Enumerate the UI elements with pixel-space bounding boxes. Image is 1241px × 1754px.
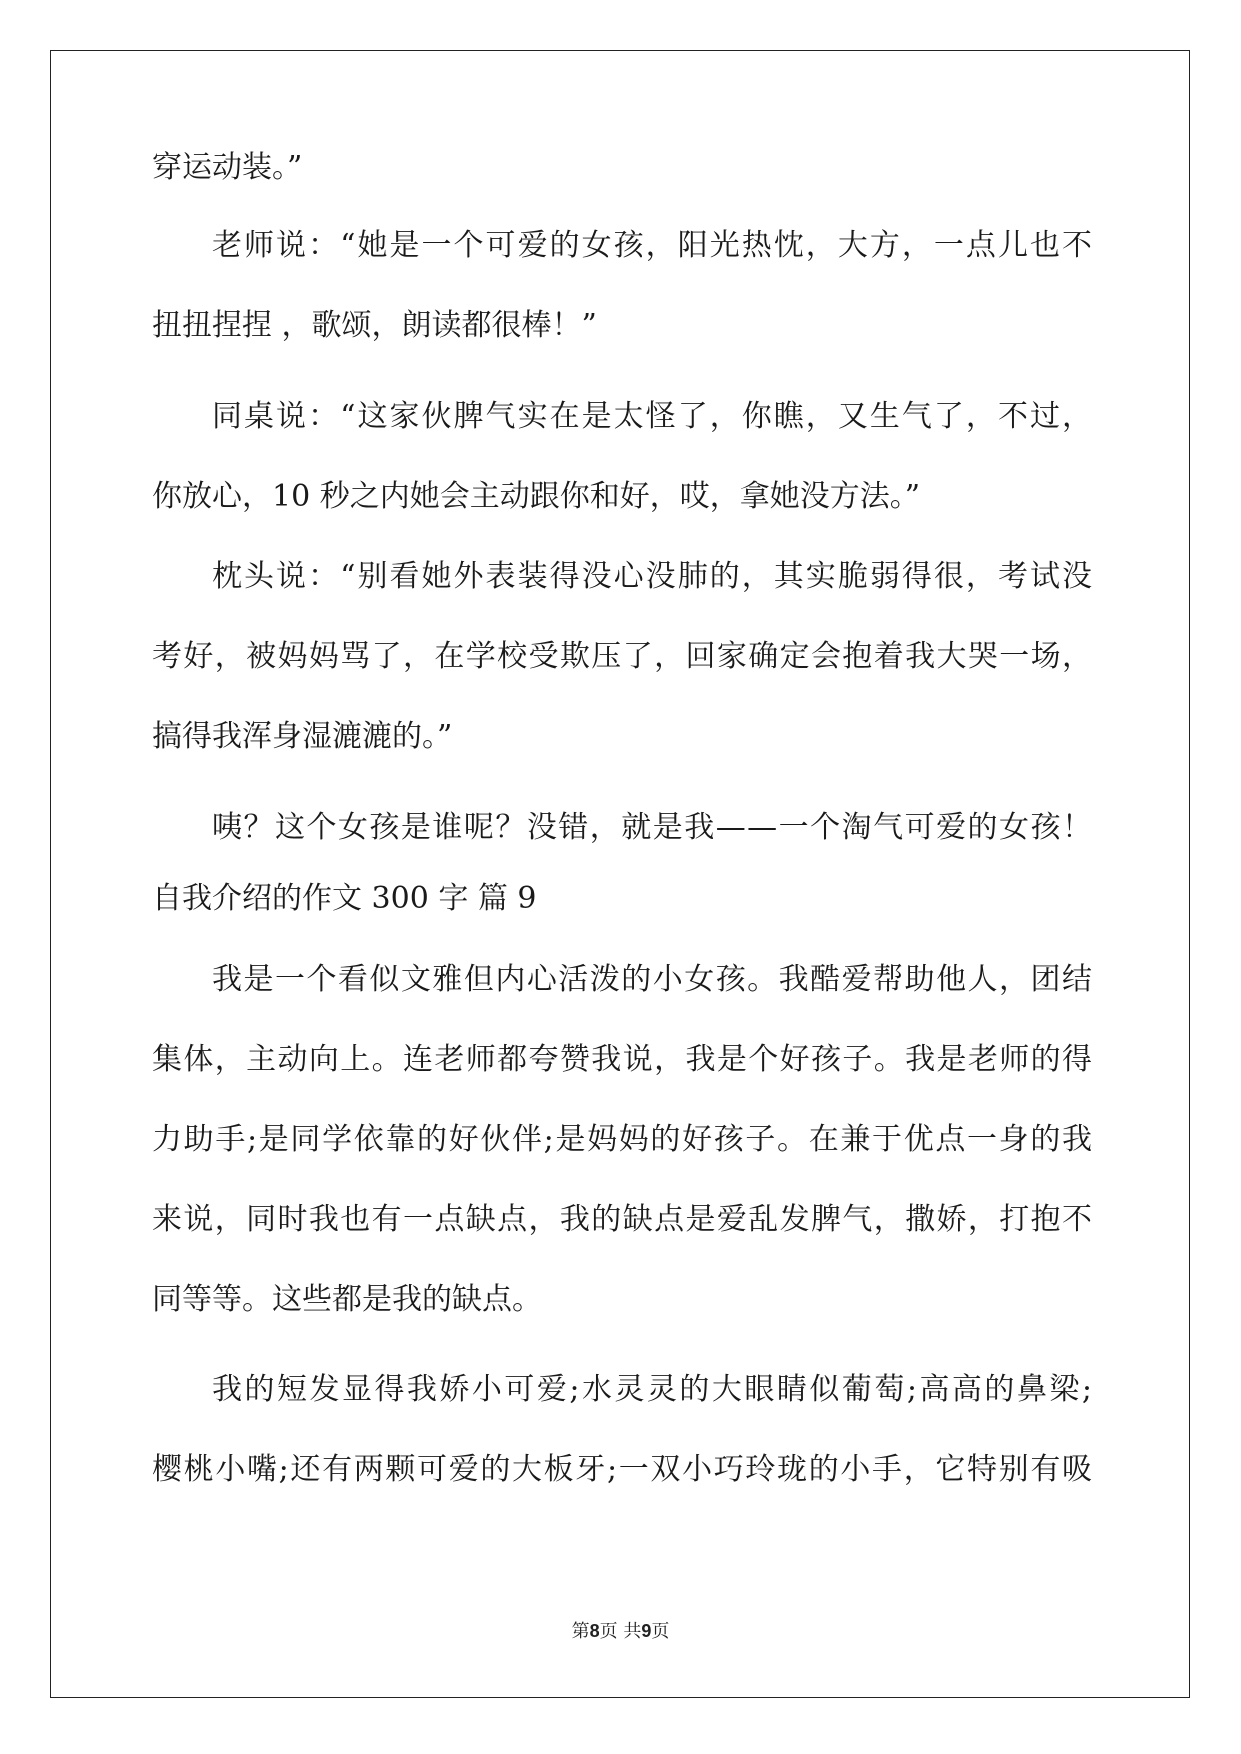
current-page-number: 8 [589, 1621, 600, 1641]
page-footer [0, 1617, 1241, 1643]
text-line: 樱桃小嘴;还有两颗可爱的大板牙;一双小巧玲珑的小手，它特别有吸 [152, 1452, 1094, 1487]
footer-suffix: 页 [651, 1621, 670, 1642]
text-line: 自我介绍的作文 300 字 篇 9 [152, 881, 537, 916]
text-line: 老师说：“她是一个可爱的女孩，阳光热忱，大方，一点儿也不 [212, 228, 1095, 263]
text-line: 枕头说：“别看她外表装得没心没肺的，其实脆弱得很，考试没 [212, 559, 1095, 594]
text-line: 同桌说：“这家伙脾气实在是太怪了，你瞧，又生气了，不过， [212, 399, 1095, 434]
text-line: 考好，被妈妈骂了，在学校受欺压了，回家确定会抱着我大哭一场， [152, 639, 1094, 674]
text-line: 我是一个看似文雅但内心活泼的小女孩。我酷爱帮助他人，团结 [212, 962, 1094, 997]
text-line: 穿运动装。” [152, 150, 303, 185]
text-line: 搞得我浑身湿漉漉的。” [152, 719, 453, 754]
text-line: 我的短发显得我娇小可爱;水灵灵的大眼睛似葡萄;高高的鼻梁; [212, 1372, 1095, 1407]
text-line: 你放心，10 秒之内她会主动跟你和好，哎，拿她没方法。” [152, 479, 921, 514]
text-line: 咦？这个女孩是谁呢？没错，就是我——一个淘气可爱的女孩！ [212, 810, 1094, 845]
footer-middle: 页 共 [599, 1621, 642, 1642]
total-page-number: 9 [641, 1621, 652, 1641]
footer-prefix: 第 [571, 1621, 590, 1642]
text-line: 来说，同时我也有一点缺点，我的缺点是爱乱发脾气，撒娇，打抱不 [152, 1202, 1094, 1237]
text-line: 扭扭捏捏 ，歌颂，朗读都很棒！” [152, 308, 597, 343]
text-line: 同等等。这些都是我的缺点。 [152, 1282, 542, 1317]
text-line: 集体，主动向上。连老师都夸赞我说，我是个好孩子。我是老师的得 [152, 1042, 1094, 1077]
text-line: 力助手;是同学依靠的好伙伴;是妈妈的好孩子。在兼于优点一身的我 [152, 1122, 1094, 1157]
